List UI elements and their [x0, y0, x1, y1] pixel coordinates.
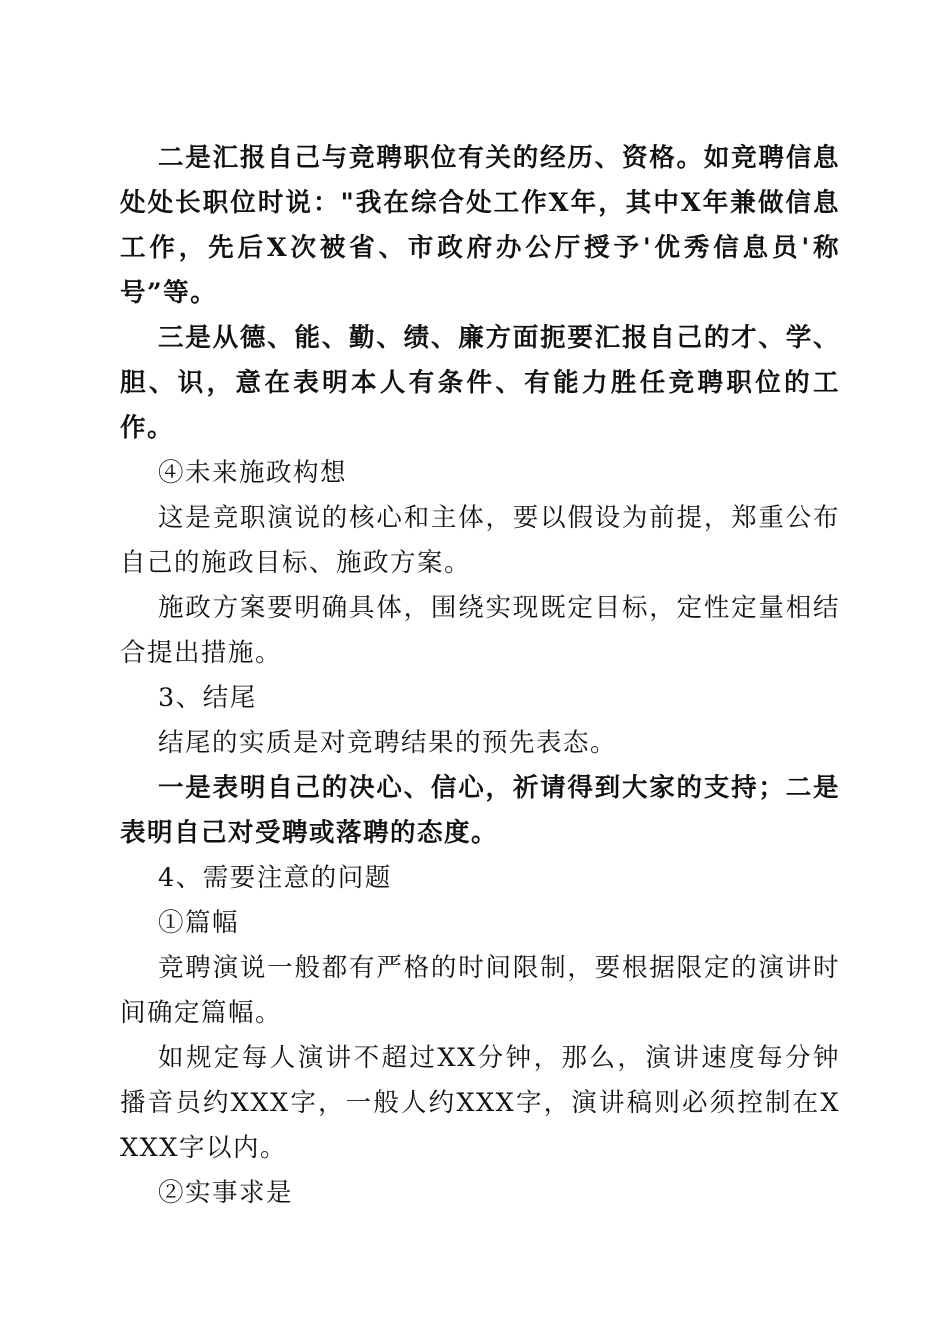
paragraph-virtues: 三是从德、能、勤、绩、廉方面扼要汇报自己的才、学、胆、识，意在表明本人有条件、有能力胜任竞聘职位的工作。: [120, 323, 840, 443]
paragraph-time-limit: 竞聘演说一般都有严格的时间限制，要根据限定的演讲时间确定篇幅。: [120, 953, 840, 1028]
heading-length: ①篇幅: [158, 908, 240, 938]
heading-truthful: ②实事求是: [158, 1178, 294, 1208]
paragraph-experience: 二是汇报自己与竞聘职位有关的经历、资格。如竞聘信息处处长职位时说："我在综合处工作X年，其中X年兼做信息工作，先后X次被省、市政府办公厅授予'优秀信息员'称号”等。: [120, 143, 840, 308]
heading-ending: 3、结尾: [158, 683, 257, 713]
document-page: [120, 136, 840, 1216]
paragraph-ending-essence: 结尾的实质是对竞聘结果的预先表态。: [158, 728, 618, 758]
paragraph-word-count: 如规定每人演讲不超过XX分钟，那么，演讲速度每分钟播音员约XXX字，一般人约XXX字，演讲稿则必须控制在XXXX字以内。: [120, 1043, 840, 1163]
heading-future-plan: ④未来施政构想: [158, 458, 348, 488]
paragraph-plan-details: 施政方案要明确具体，围绕实现既定目标，定性定量相结合提出措施。: [120, 593, 840, 668]
heading-notes: 4、需要注意的问题: [158, 863, 392, 893]
paragraph-ending-attitude: 一是表明自己的决心、信心，祈请得到大家的支持；二是表明自己对受聘或落聘的态度。: [120, 773, 840, 848]
paragraph-core: 这是竞职演说的核心和主体，要以假设为前提，郑重公布自己的施政目标、施政方案。: [120, 503, 840, 578]
